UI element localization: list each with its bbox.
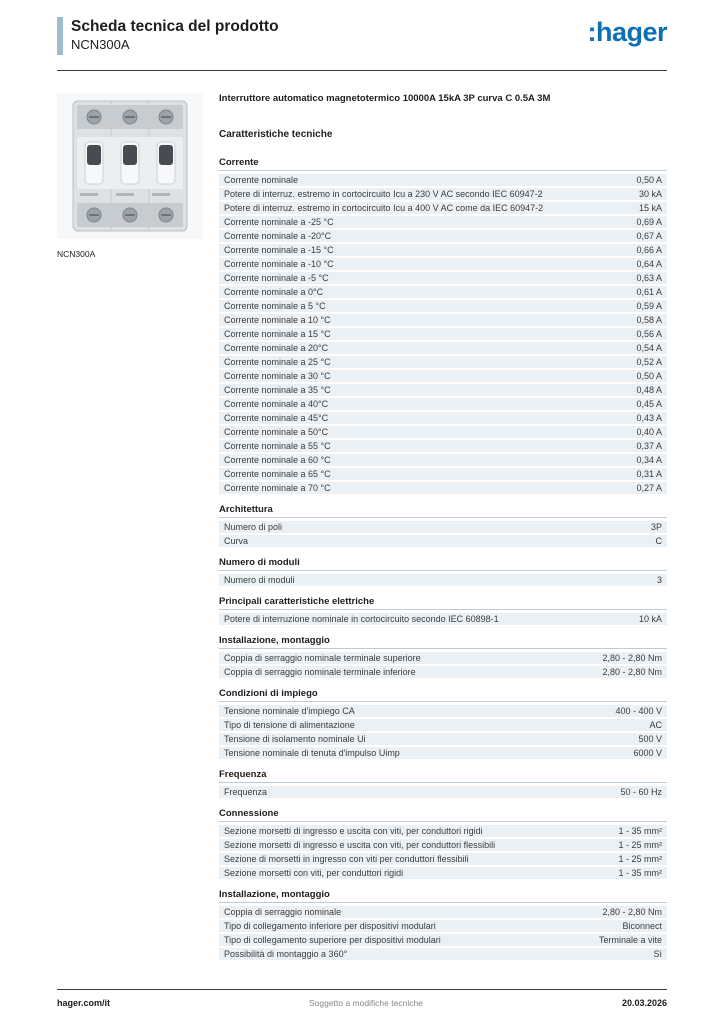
spec-row-label: Corrente nominale a 70 °C: [224, 483, 331, 493]
spec-row-value: Terminale a vite: [598, 935, 662, 945]
spec-row-label: Potere di interruz. estremo in cortocircuito Icu a 400 V AC come da IEC 60947-2: [224, 203, 544, 213]
spec-section: [219, 557, 667, 586]
spec-row-label: Potere di interruzione nominale in cortocircuito secondo IEC 60898-1: [224, 614, 499, 624]
product-description: Interruttore automatico magnetotermico 10000A 15kA 3P curva C 0.5A 3M: [219, 93, 551, 104]
spec-section: [219, 596, 667, 625]
spec-row-label: Possibilità di montaggio a 360°: [224, 949, 348, 959]
spec-row-label: Corrente nominale a 5 °C: [224, 301, 326, 311]
spec-row-value: 0,45 A: [636, 399, 662, 409]
spec-row-value: 0,64 A: [636, 259, 662, 269]
spec-row: [219, 786, 667, 798]
footer-site-link[interactable]: hager.com/it: [57, 998, 111, 1008]
spec-section-heading: Architettura: [219, 504, 667, 518]
spec-row: [219, 188, 667, 200]
spec-row: [219, 426, 667, 438]
spec-row: [219, 202, 667, 214]
spec-row: [219, 216, 667, 228]
spec-row-label: Corrente nominale a 0°C: [224, 287, 324, 297]
spec-row: [219, 230, 667, 242]
spec-row-label: Curva: [224, 536, 249, 546]
spec-row-value: 2,80 - 2,80 Nm: [602, 653, 662, 663]
spec-section-heading: Numero di moduli: [219, 557, 667, 571]
spec-row: [219, 370, 667, 382]
spec-row-label: Corrente nominale a -25 °C: [224, 217, 334, 227]
spec-row-label: Corrente nominale a 40°C: [224, 399, 329, 409]
spec-row: [219, 174, 667, 186]
spec-row-value: Sì: [653, 949, 662, 959]
spec-row: [219, 384, 667, 396]
spec-section: [219, 808, 667, 879]
spec-row: [219, 535, 667, 547]
spec-row-label: Coppia di serraggio nominale: [224, 907, 342, 917]
spec-row-value: 1 - 35 mm²: [618, 868, 662, 878]
hager-logo: :hager: [587, 17, 667, 47]
spec-row-label: Coppia di serraggio nominale terminale inferiore: [224, 667, 416, 677]
spec-row-label: Corrente nominale a -15 °C: [224, 245, 334, 255]
header: [57, 0, 667, 71]
spec-row: [219, 906, 667, 918]
spec-section: [219, 688, 667, 759]
spec-row: [219, 948, 667, 960]
spec-row-value: 2,80 - 2,80 Nm: [602, 667, 662, 677]
spec-row-label: Corrente nominale a 10 °C: [224, 315, 331, 325]
spec-row-value: 30 kA: [638, 189, 662, 199]
spec-section-heading: Condizioni di impiego: [219, 688, 667, 702]
spec-row: [219, 825, 667, 837]
spec-row-value: 10 kA: [638, 614, 662, 624]
spec-row-value: 1 - 35 mm²: [618, 826, 662, 836]
spec-row-label: Tensione di isolamento nominale Ui: [224, 734, 366, 744]
footer-note: Soggetto a modifiche tecniche: [309, 998, 423, 1008]
spec-row: [219, 920, 667, 932]
spec-row-label: Sezione morsetti con viti, per conduttori rigidi: [224, 868, 404, 878]
spec-row-label: Corrente nominale a 35 °C: [224, 385, 331, 395]
spec-section: [219, 504, 667, 547]
spec-row-label: Corrente nominale a 55 °C: [224, 441, 331, 451]
spec-row: [219, 398, 667, 410]
product-image-caption: NCN300A: [57, 249, 96, 259]
spec-row-value: 0,50 A: [636, 175, 662, 185]
product-code: NCN300A: [71, 37, 130, 52]
spec-row: [219, 258, 667, 270]
spec-row-label: Corrente nominale: [224, 175, 299, 185]
spec-row: [219, 244, 667, 256]
spec-row-label: Tensione nominale d'impiego CA: [224, 706, 355, 716]
spec-row: [219, 839, 667, 851]
spec-row-label: Tipo di tensione di alimentazione: [224, 720, 355, 730]
spec-row-value: 0,43 A: [636, 413, 662, 423]
spec-row-value: C: [655, 536, 662, 546]
header-title-block: [57, 17, 279, 55]
spec-row-value: 0,67 A: [636, 231, 662, 241]
header-titles: [71, 17, 279, 55]
spec-row: [219, 853, 667, 865]
spec-row-value: 0,50 A: [636, 371, 662, 381]
spec-row-value: 3: [656, 575, 662, 585]
spec-row-label: Frequenza: [224, 787, 268, 797]
spec-row-value: 0,40 A: [636, 427, 662, 437]
spec-row: [219, 272, 667, 284]
spec-section-heading: Installazione, montaggio: [219, 635, 667, 649]
spec-section-heading: Principali caratteristiche elettriche: [219, 596, 667, 610]
spec-row-value: 500 V: [638, 734, 662, 744]
spec-row-label: Sezione di morsetti in ingresso con viti per conduttori flessibili: [224, 854, 469, 864]
spec-row-label: Corrente nominale a 20°C: [224, 343, 329, 353]
spec-row-label: Numero di poli: [224, 522, 283, 532]
footer: [57, 989, 667, 1008]
spec-row: [219, 468, 667, 480]
spec-row-value: 0,69 A: [636, 217, 662, 227]
spec-row: [219, 521, 667, 533]
spec-row-label: Corrente nominale a -10 °C: [224, 259, 334, 269]
spec-row-value: 0,61 A: [636, 287, 662, 297]
spec-section-heading: Installazione, montaggio: [219, 889, 667, 903]
circuit-breaker-illustration: [57, 93, 203, 239]
spec-row: [219, 613, 667, 625]
spec-row-label: Corrente nominale a 45°C: [224, 413, 329, 423]
spec-section-heading: Frequenza: [219, 769, 667, 783]
spec-row-label: Tipo di collegamento superiore per dispositivi modulari: [224, 935, 441, 945]
spec-row-label: Corrente nominale a 50°C: [224, 427, 329, 437]
spec-row-label: Corrente nominale a -20°C: [224, 231, 332, 241]
spec-row-label: Tipo di collegamento inferiore per dispositivi modulari: [224, 921, 436, 931]
spec-row-label: Sezione morsetti di ingresso e uscita con viti, per conduttori flessibili: [224, 840, 496, 850]
spec-row-label: Potere di interruz. estremo in cortocircuito Icu a 230 V AC secondo IEC 60947-2: [224, 189, 543, 199]
spec-row-value: 1 - 25 mm²: [618, 840, 662, 850]
spec-section: [219, 769, 667, 798]
spec-section: [219, 157, 667, 494]
spec-row-label: Tensione nominale di tenuta d'impulso Uimp: [224, 748, 400, 758]
spec-row: [219, 412, 667, 424]
spec-row-value: 0,58 A: [636, 315, 662, 325]
spec-column: [219, 93, 667, 962]
spec-row: [219, 482, 667, 494]
spec-row-value: 0,66 A: [636, 245, 662, 255]
spec-section: [219, 635, 667, 678]
spec-row-value: 6000 V: [633, 748, 662, 758]
spec-row-label: Corrente nominale a 65 °C: [224, 469, 331, 479]
spec-row-label: Sezione morsetti di ingresso e uscita con viti, per conduttori rigidi: [224, 826, 483, 836]
footer-date: 20.03.2026: [621, 998, 667, 1008]
spec-row-value: 0,59 A: [636, 301, 662, 311]
spec-row-label: Corrente nominale a 60 °C: [224, 455, 331, 465]
spec-row: [219, 747, 667, 759]
spec-section: [219, 889, 667, 960]
spec-sections: [219, 157, 667, 960]
spec-section-heading: Corrente: [219, 157, 667, 171]
spec-row-value: 3P: [650, 522, 662, 532]
spec-row-value: 400 - 400 V: [615, 706, 662, 716]
spec-row-value: 50 - 60 Hz: [620, 787, 662, 797]
spec-row-value: 15 kA: [638, 203, 662, 213]
spec-row-label: Corrente nominale a -5 °C: [224, 273, 329, 283]
spec-row-value: 0,48 A: [636, 385, 662, 395]
spec-row-value: 0,31 A: [636, 469, 662, 479]
spec-row-value: 0,52 A: [636, 357, 662, 367]
product-image: [57, 93, 203, 239]
spec-row: [219, 719, 667, 731]
spec-row: [219, 652, 667, 664]
spec-row-value: 2,80 - 2,80 Nm: [602, 907, 662, 917]
accent-bar: [57, 17, 63, 55]
spec-row: [219, 454, 667, 466]
spec-section-heading: Connessione: [219, 808, 667, 822]
spec-row: [219, 342, 667, 354]
spec-row-value: 0,34 A: [636, 455, 662, 465]
spec-row: [219, 733, 667, 745]
product-image-column: [57, 93, 203, 962]
spec-row: [219, 356, 667, 368]
spec-row-value: 0,27 A: [636, 483, 662, 493]
spec-row: [219, 286, 667, 298]
spec-row: [219, 328, 667, 340]
spec-row-label: Coppia di serraggio nominale terminale superiore: [224, 653, 421, 663]
spec-row-value: 0,54 A: [636, 343, 662, 353]
spec-row-label: Numero di moduli: [224, 575, 295, 585]
spec-row: [219, 300, 667, 312]
spec-row: [219, 314, 667, 326]
spec-row: [219, 666, 667, 678]
spec-row: [219, 867, 667, 879]
spec-row: [219, 934, 667, 946]
spec-row: [219, 440, 667, 452]
main-content: [57, 93, 667, 962]
tech-characteristics-heading: Caratteristiche tecniche: [219, 129, 333, 140]
spec-row-value: 1 - 25 mm²: [618, 854, 662, 864]
spec-row: [219, 705, 667, 717]
spec-row-value: AC: [649, 720, 662, 730]
document-title: Scheda tecnica del prodotto: [71, 18, 279, 35]
spec-row-value: 0,56 A: [636, 329, 662, 339]
spec-row-value: Biconnect: [622, 921, 662, 931]
spec-row-value: 0,63 A: [636, 273, 662, 283]
spec-row-label: Corrente nominale a 25 °C: [224, 357, 331, 367]
spec-row-label: Corrente nominale a 15 °C: [224, 329, 331, 339]
spec-row-value: 0,37 A: [636, 441, 662, 451]
spec-row: [219, 574, 667, 586]
spec-row-label: Corrente nominale a 30 °C: [224, 371, 331, 381]
